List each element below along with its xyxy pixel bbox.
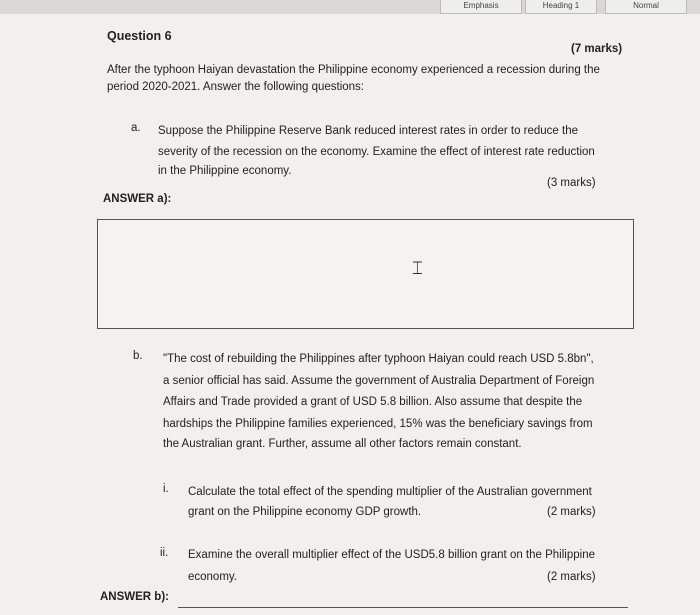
- part-b-ii-label: ii.: [160, 547, 169, 559]
- part-b-i-marks: (2 marks): [547, 506, 596, 518]
- answer-a-label: ANSWER a):: [103, 193, 172, 205]
- part-a-label: a.: [131, 122, 141, 134]
- part-b-label: b.: [133, 350, 143, 362]
- part-b-ii-line2: economy.: [188, 571, 238, 583]
- answer-a-textbox[interactable]: [97, 219, 634, 329]
- answer-b-box-top-edge[interactable]: [178, 607, 628, 608]
- question-intro-line2: period 2020-2021. Answer the following questions:: [107, 81, 365, 93]
- part-b-ii-line1: Examine the overall multiplier effect of the USD5.8 billion grant on the Philippine: [188, 549, 595, 561]
- style-normal-button[interactable]: Normal: [605, 0, 687, 14]
- part-b-line1: "The cost of rebuilding the Philippines after typhoon Haiyan could reach USD 5.8bn",: [163, 353, 594, 365]
- part-b-line5: the Australian grant. Further, assume all other factors remain constant.: [163, 438, 522, 450]
- style-heading1-button[interactable]: Heading 1: [525, 0, 597, 14]
- style-emphasis-button[interactable]: Emphasis: [440, 0, 522, 14]
- question-title: Question 6: [107, 29, 172, 43]
- question-marks: (7 marks): [571, 43, 623, 55]
- part-a-marks: (3 marks): [547, 177, 596, 189]
- part-b-line4: hardships the Philippine families experienced, 15% was the beneficiary savings from: [163, 418, 593, 430]
- part-b-line3: Affairs and Trade provided a grant of USD 5.8 billion. Also assume that despite the: [163, 396, 583, 408]
- part-a-line1: Suppose the Philippine Reserve Bank reduced interest rates in order to reduce the: [158, 125, 579, 137]
- part-a-line3: in the Philippine economy.: [158, 165, 292, 177]
- answer-b-label: ANSWER b):: [100, 591, 169, 603]
- part-a-line2: severity of the recession on the economy. Examine the effect of interest rate reduction: [158, 146, 595, 158]
- part-b-i-label: i.: [163, 483, 169, 495]
- part-b-i-line2: grant on the Philippine economy GDP growth.: [188, 506, 422, 518]
- word-ribbon: [0, 0, 700, 15]
- part-b-i-line1: Calculate the total effect of the spending multiplier of the Australian government: [188, 486, 592, 498]
- text-cursor-icon: ⌶: [412, 258, 423, 279]
- part-b-line2: a senior official has said. Assume the government of Australia Department of Foreign: [163, 375, 595, 387]
- question-intro-line1: After the typhoon Haiyan devastation the Philippine economy experienced a recession during the: [107, 64, 600, 76]
- part-b-ii-marks: (2 marks): [547, 571, 596, 583]
